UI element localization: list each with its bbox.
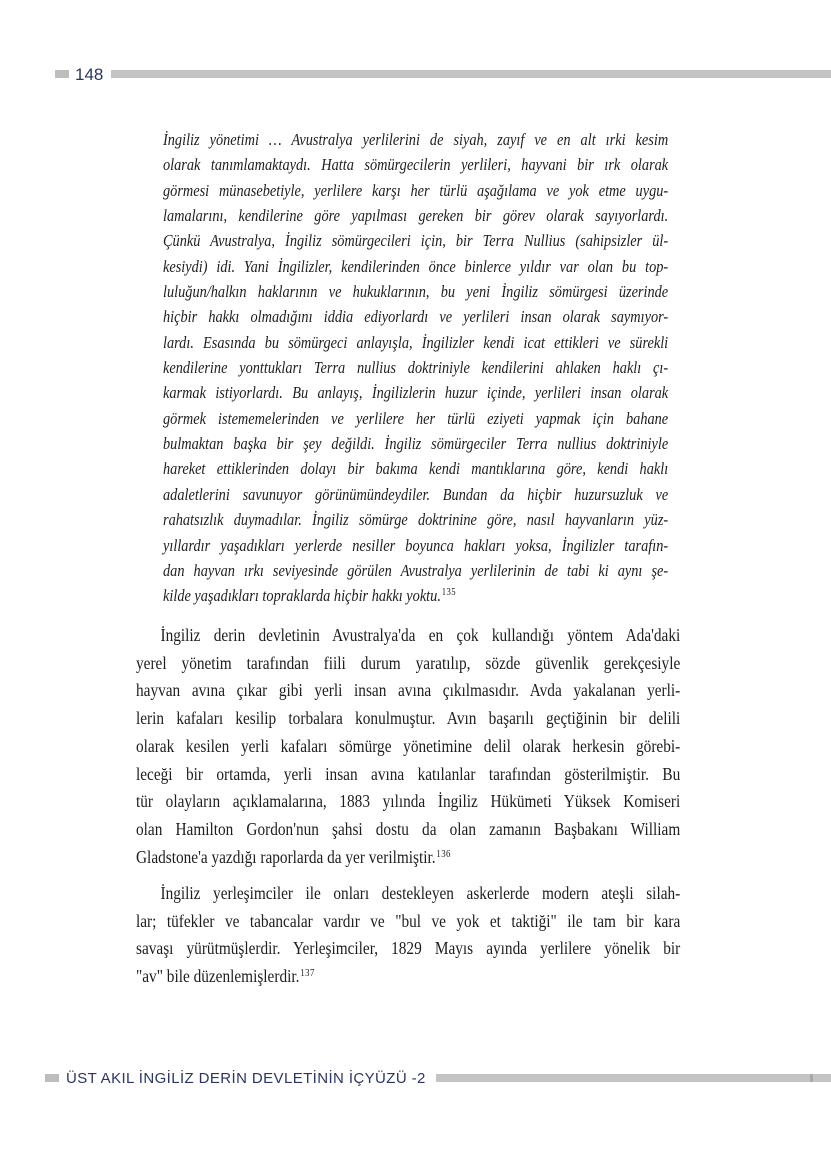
body-paragraph	[136, 880, 680, 991]
text-line: dan hayvan ırkı seviyesinde görülen Avustralya yerlilerinin de tabi ki aynı şe-	[163, 560, 669, 580]
text-line: lardı. Esasında bu sömürgeci anlayışla, İngilizler kendi icat ettikleri ve sürekli	[163, 332, 669, 352]
footer-rule	[436, 1074, 831, 1082]
text-line: luluğun/halkın haklarının ve hukuklarının, bu yeni İngiliz sömürgesi üzerinde	[163, 282, 669, 302]
text-line: savaşı yürütmüşlerdir. Yerleşimciler, 1829 Mayıs ayında yerlilere yönelik bir	[136, 938, 681, 959]
text-line: İngiliz yerleşimciler ile onları destekleyen askerlerde modern ateşli silah-	[160, 883, 681, 903]
text-line: leceği bir ortamda, yerli insan avına katılanlar tarafından gösterilmiştir. Bu	[136, 763, 681, 784]
text-line: lar; tüfekler ve tabancalar vardır ve "bul ve yok et taktiği" ile tam bir kara	[136, 910, 681, 931]
text-line: görmek istememelerinden ve yerlilere her türlü eziyeti yapmak için bahane	[163, 408, 669, 428]
text-line: kesiydi) idi. Yani İngilizler, kendilerinden önce binlerce yıldır var olan bu top-	[163, 256, 669, 276]
text-line: Çünkü Avustralya, İngiliz sömürgecileri için, bir Terra Nullius (sahipsizler ül-	[163, 231, 669, 251]
text-line: tür olayların açıklamalarına, 1883 yılında İngiliz Hükümeti Yüksek Komiseri	[136, 791, 681, 812]
text-line: kendilerine yonttukları Terra nullius doktriniyle kendilerini ahlaken haklı çı-	[163, 358, 669, 378]
text-line: rahatsızlık duymadılar. İngiliz sömürge doktrinine göre, nasıl hayvanların yüz-	[163, 510, 669, 530]
footnote-marker: 136	[436, 848, 451, 860]
footnote-marker: 137	[300, 968, 315, 980]
text-line: olarak tanımlamaktaydı. Hatta sömürgecilerin yerlileri, hayvani bir ırk olarak	[163, 155, 669, 175]
page-number: 148	[75, 64, 104, 84]
text-line: "av" bile düzenlemişlerdir.$^{137}$	[136, 966, 315, 987]
text-line: yerel yönetim tarafından fiili durum yaratılıp, sözde güvenlik gerekçesiyle	[136, 652, 681, 673]
text-line: hareket ettiklerinden dolayı bir bakıma kendi mantıklarına göre, kendi haklı	[163, 459, 669, 479]
block-quote	[163, 127, 668, 609]
footer-rule-tick	[810, 1074, 813, 1082]
text-line: görmesi münasebetiyle, yerlilere karşı her türlü aşağılama ve yok etme uygu-	[163, 180, 669, 200]
footer-title: ÜST AKIL İNGİLİZ DERİN DEVLETİNİN İÇYÜZÜ -2	[66, 1069, 426, 1087]
page-footer	[45, 1068, 831, 1088]
text-line: hayvan avına çıkar gibi yerli insan avına çıkılmasıdır. Avda yakalanan yerli-	[136, 680, 681, 701]
text-line: bulmaktan başka bir şey değildi. İngiliz sömürgeciler Terra nullius doktriniyle	[163, 434, 669, 454]
page-header	[55, 64, 831, 84]
text-line: lamalarını, kendilerine göre yapılması gereken bir görev olarak sayıyorlardı.	[163, 206, 669, 226]
footnote-marker: 135	[441, 587, 457, 599]
text-line: adaletlerini savunuyor görünümündeydiler. Bundan da hiçbir huzursuzluk ve	[163, 484, 669, 504]
text-line: hiçbir hakkı olmadığını iddia ediyorlardı ve yerlileri insan olarak saymıyor-	[163, 307, 669, 327]
text-line: İngiliz yönetimi … Avustralya yerlilerini de siyah, zayıf ve en alt ırki kesim	[163, 130, 669, 149]
text-line: olarak kesilen yerli kafaları sömürge yönetimine delil olarak herkesin görebi-	[136, 735, 681, 756]
text-line: Gladstone'a yazdığı raporlarda da yer verilmiştir.$^{136}$	[136, 846, 451, 867]
text-line: lerin kafaları kesilip torbalara konulmuştur. Avın başarılı geçtiğinin bir delili	[136, 708, 681, 729]
body-paragraph	[136, 622, 680, 871]
text-line: İngiliz derin devletinin Avustralya'da en çok kullandığı yöntem Ada'daki	[160, 625, 681, 645]
footer-edge-square	[45, 1074, 59, 1082]
text-line: olan Hamilton Gordon'nun şahsi dostu da olan zamanın Başbakanı William	[136, 818, 681, 839]
header-edge-square	[55, 70, 69, 78]
text-line: kilde yaşadıkları topraklarda hiçbir hakkı yoktu.$^{135}$	[163, 586, 457, 606]
header-rule	[111, 70, 831, 78]
text-line: yıllardır yaşadıkları yerlerde nesiller boyunca hakları yoksa, İngilizler tarafın-	[163, 535, 669, 555]
text-line: karmak istiyorlardı. Bu anlayış, İngilizlerin huzur içinde, yerlileri insan olarak	[163, 383, 669, 403]
